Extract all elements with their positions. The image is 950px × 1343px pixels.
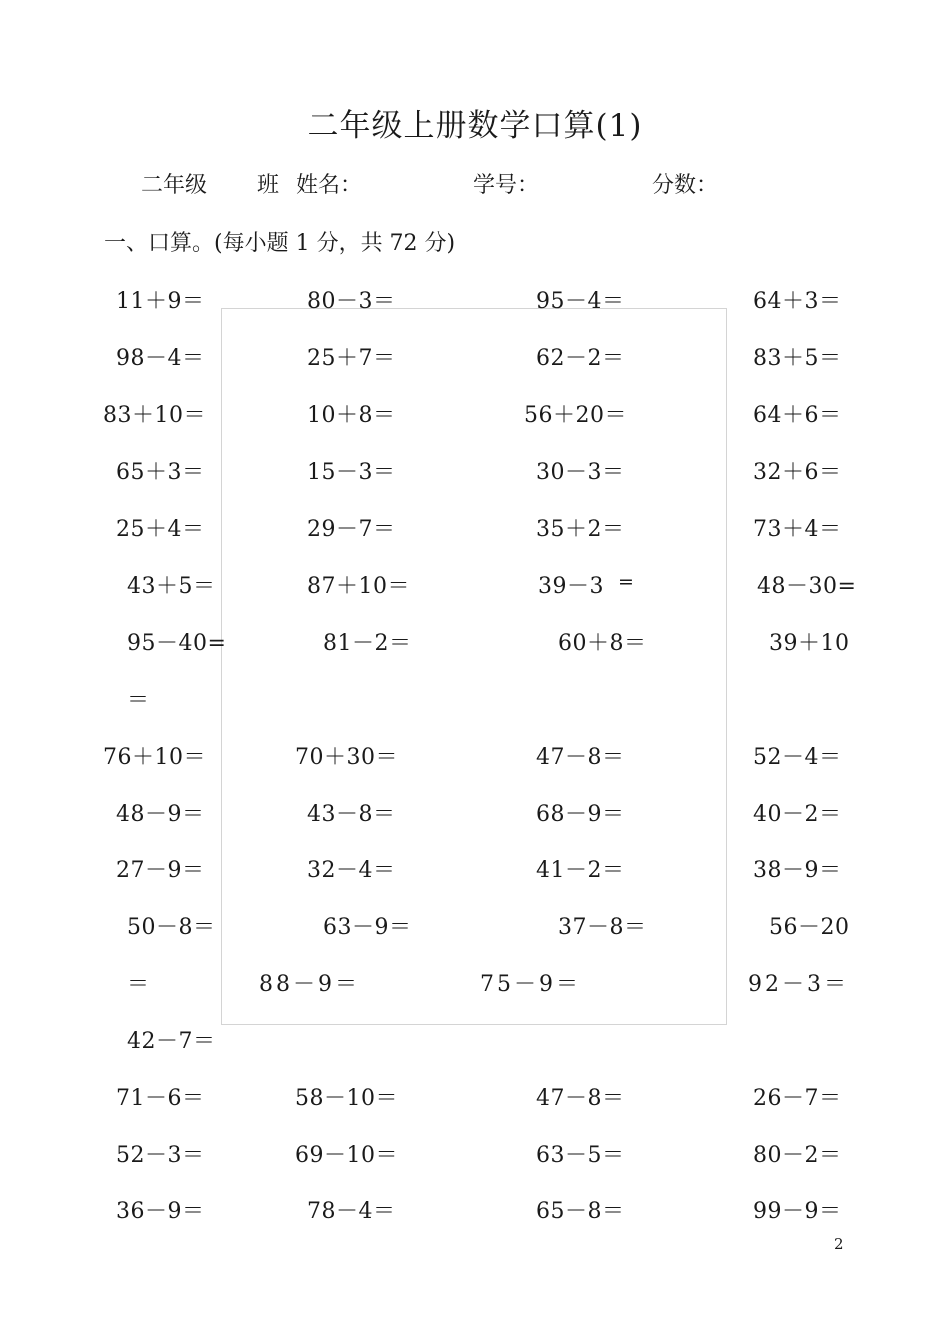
problem: 48－30= xyxy=(757,574,857,599)
problem: 87＋10＝ xyxy=(307,574,410,599)
problem: 39＋10 xyxy=(769,631,850,656)
problem: 47－8＝ xyxy=(536,1086,625,1111)
problem: 42－7＝ xyxy=(127,1029,216,1054)
problem-equals: ＝ xyxy=(127,688,150,713)
problem: 56＋20＝ xyxy=(524,403,627,428)
problem: 35＋2＝ xyxy=(536,517,625,542)
problem: 38－9＝ xyxy=(753,858,842,883)
page-number: 2 xyxy=(834,1235,844,1253)
problem-equals: = xyxy=(618,571,635,593)
problem: 80－2＝ xyxy=(753,1143,842,1168)
problem: 98－4＝ xyxy=(116,346,205,371)
problem: 25＋4＝ xyxy=(116,517,205,542)
problem: 47－8＝ xyxy=(536,745,625,770)
problem: 48－9＝ xyxy=(116,802,205,827)
problem: 65＋3＝ xyxy=(116,460,205,485)
problem: 92－3＝ xyxy=(748,972,849,997)
problem: 37－8＝ xyxy=(558,915,647,940)
problem: 11＋9＝ xyxy=(116,289,205,314)
grade-label: 二年级 xyxy=(141,173,208,198)
problem: 56－20 xyxy=(769,915,850,940)
page-title: 二年级上册数学口算(1) xyxy=(307,108,643,144)
problem: 26－7＝ xyxy=(753,1086,842,1111)
problem: 25＋7＝ xyxy=(307,346,396,371)
problem: 30－3＝ xyxy=(536,460,625,485)
problem: 43＋5＝ xyxy=(127,574,216,599)
problem: 80－3＝ xyxy=(307,289,396,314)
problem: 83＋5＝ xyxy=(753,346,842,371)
problem: 50－8＝ xyxy=(127,915,216,940)
problem: 27－9＝ xyxy=(116,858,205,883)
problem: 29－7＝ xyxy=(307,517,396,542)
problem: 63－9＝ xyxy=(323,915,412,940)
section-heading: 一、口算。(每小题 1 分，共 72 分) xyxy=(104,231,456,256)
problem: 68－9＝ xyxy=(536,802,625,827)
class-label: 班 xyxy=(257,173,280,198)
problem: 36－9＝ xyxy=(116,1199,205,1224)
problem: 41－2＝ xyxy=(536,858,625,883)
problem: 83＋10＝ xyxy=(103,403,206,428)
problem: 43－8＝ xyxy=(307,802,396,827)
problem: 69－10＝ xyxy=(295,1143,398,1168)
problem-equals: ＝ xyxy=(127,972,150,997)
problem: 88－9＝ xyxy=(259,972,360,997)
problem: 64＋3＝ xyxy=(753,289,842,314)
problem: 71－6＝ xyxy=(116,1086,205,1111)
problem: 73＋4＝ xyxy=(753,517,842,542)
problem: 39－3 xyxy=(538,574,604,599)
problem: 64＋6＝ xyxy=(753,403,842,428)
problem: 60＋8＝ xyxy=(558,631,647,656)
problem: 40－2＝ xyxy=(753,802,842,827)
problem: 10＋8＝ xyxy=(307,403,396,428)
problem: 81－2＝ xyxy=(323,631,412,656)
problem: 15－3＝ xyxy=(307,460,396,485)
problem: 58－10＝ xyxy=(295,1086,398,1111)
problem: 63－5＝ xyxy=(536,1143,625,1168)
problem: 52－3＝ xyxy=(116,1143,205,1168)
problem: 32－4＝ xyxy=(307,858,396,883)
overlay-frame xyxy=(221,308,727,1025)
score-label: 分数： xyxy=(652,173,719,198)
problem: 62－2＝ xyxy=(536,346,625,371)
problem: 65－8＝ xyxy=(536,1199,625,1224)
problem: 32＋6＝ xyxy=(753,460,842,485)
problem: 95－4＝ xyxy=(536,289,625,314)
problem: 70＋30＝ xyxy=(295,745,398,770)
problem: 99－9＝ xyxy=(753,1199,842,1224)
student-number-label: 学号： xyxy=(473,173,540,198)
problem: 76＋10＝ xyxy=(103,745,206,770)
problem: 52－4＝ xyxy=(753,745,842,770)
problem: 78－4＝ xyxy=(307,1199,396,1224)
problem: 95－40= xyxy=(127,631,227,656)
name-label: 姓名： xyxy=(296,173,363,198)
problem: 75－9＝ xyxy=(480,972,581,997)
